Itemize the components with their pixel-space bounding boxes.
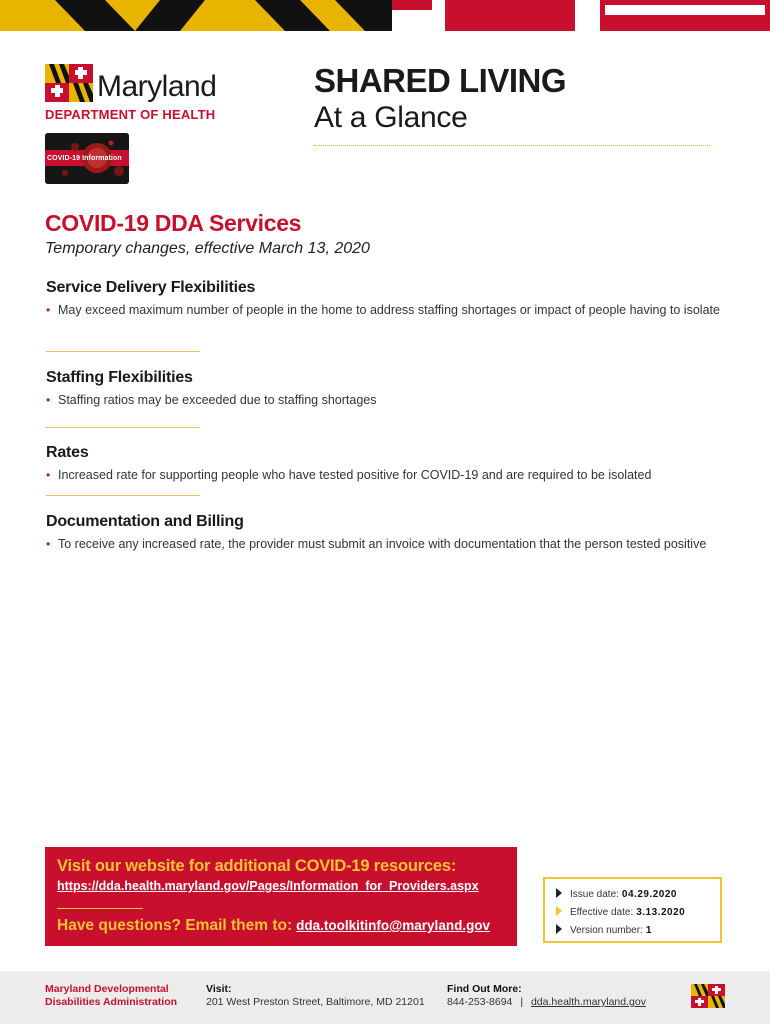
covid-info-badge[interactable] bbox=[45, 133, 129, 184]
banner-heading: Visit our website for additional COVID-19 resources: bbox=[57, 857, 457, 875]
bullet-text: Increased rate for supporting people who have tested positive for COVID-19 and are required to be isolated bbox=[58, 468, 652, 482]
effective-date-value: 3.13.2020 bbox=[636, 907, 686, 918]
org-line-2: Disabilities Administration bbox=[45, 996, 178, 1008]
flag-band-graphic bbox=[0, 0, 770, 31]
maryland-flag-icon bbox=[45, 64, 93, 102]
version-value: 1 bbox=[645, 925, 652, 936]
covid-badge-label: COVID-19 Information bbox=[47, 155, 122, 162]
bullet-icon: • bbox=[46, 303, 51, 317]
issue-date-value: 04.29.2020 bbox=[621, 889, 677, 900]
section-title: Service Delivery Flexibilities bbox=[46, 279, 256, 296]
website-link[interactable]: dda.health.maryland.gov bbox=[530, 996, 646, 1008]
version-row bbox=[556, 924, 652, 936]
footer-find-out bbox=[447, 983, 646, 1009]
resources-banner bbox=[45, 847, 517, 946]
list-item bbox=[46, 536, 736, 552]
version-label: Version number: bbox=[570, 925, 643, 936]
providers-link[interactable]: https://dda.health.maryland.gov/Pages/Information_for_Providers.aspx bbox=[57, 879, 479, 893]
section-staffing bbox=[46, 369, 736, 408]
find-out-label: Find Out More: bbox=[447, 983, 522, 995]
list-item bbox=[46, 302, 736, 318]
effective-date-row bbox=[556, 906, 685, 918]
email-link[interactable]: dda.toolkitinfo@maryland.gov bbox=[296, 918, 491, 933]
arrow-icon bbox=[556, 888, 562, 898]
section-rates bbox=[46, 444, 736, 483]
page-subtitle: At a Glance bbox=[314, 101, 468, 134]
section-divider bbox=[46, 427, 200, 428]
logo-wordmark: Maryland bbox=[97, 70, 217, 103]
arrow-icon bbox=[556, 906, 562, 916]
visit-label: Visit: bbox=[206, 983, 232, 995]
bullet-icon: • bbox=[46, 468, 51, 482]
section-tagline: Temporary changes, effective March 13, 2020 bbox=[45, 240, 370, 257]
document-info-box bbox=[543, 877, 722, 943]
bullet-text: May exceed maximum number of people in the home to address staffing shortages or impact of people having to isolate bbox=[58, 303, 720, 317]
arrow-icon bbox=[556, 924, 562, 934]
find-out-contacts bbox=[447, 996, 646, 1009]
page-title: SHARED LIVING bbox=[314, 62, 567, 99]
section-heading: COVID-19 DDA Services bbox=[45, 210, 302, 236]
org-line-1: Maryland Developmental bbox=[45, 983, 169, 995]
section-documentation bbox=[46, 513, 736, 552]
bullet-icon: • bbox=[46, 537, 51, 551]
issue-date-row bbox=[556, 888, 677, 900]
visit-address: 201 West Preston Street, Baltimore, MD 21201 bbox=[206, 996, 425, 1008]
maryland-flag-icon bbox=[691, 984, 725, 1008]
section-service-delivery bbox=[46, 279, 736, 318]
phone-number[interactable]: 844-253-8694 bbox=[447, 996, 513, 1008]
footer-organization bbox=[45, 983, 177, 1009]
section-title: Documentation and Billing bbox=[46, 513, 244, 530]
effective-date-label: Effective date: bbox=[570, 907, 634, 918]
flag-band bbox=[0, 0, 770, 31]
banner-questions bbox=[57, 917, 490, 935]
section-title: Staffing Flexibilities bbox=[46, 369, 193, 386]
section-divider bbox=[46, 495, 200, 496]
footer-divider: | bbox=[520, 996, 524, 1008]
section-title: Rates bbox=[46, 444, 89, 461]
banner-divider bbox=[57, 908, 143, 909]
bullet-text: To receive any increased rate, the provider must submit an invoice with documentation that the person tested positive bbox=[58, 537, 707, 551]
footer bbox=[0, 971, 770, 1024]
list-item bbox=[46, 392, 736, 408]
bullet-text: Staffing ratios may be exceeded due to staffing shortages bbox=[58, 393, 377, 407]
issue-date-label: Issue date: bbox=[570, 889, 619, 900]
section-divider bbox=[46, 351, 200, 352]
maryland-health-logo bbox=[45, 64, 217, 122]
footer-visit bbox=[206, 983, 425, 1009]
title-divider bbox=[314, 145, 710, 146]
bullet-icon: • bbox=[46, 393, 51, 407]
questions-label: Have questions? Email them to: bbox=[57, 917, 293, 934]
logo-department: DEPARTMENT OF HEALTH bbox=[45, 107, 216, 122]
list-item bbox=[46, 467, 736, 483]
